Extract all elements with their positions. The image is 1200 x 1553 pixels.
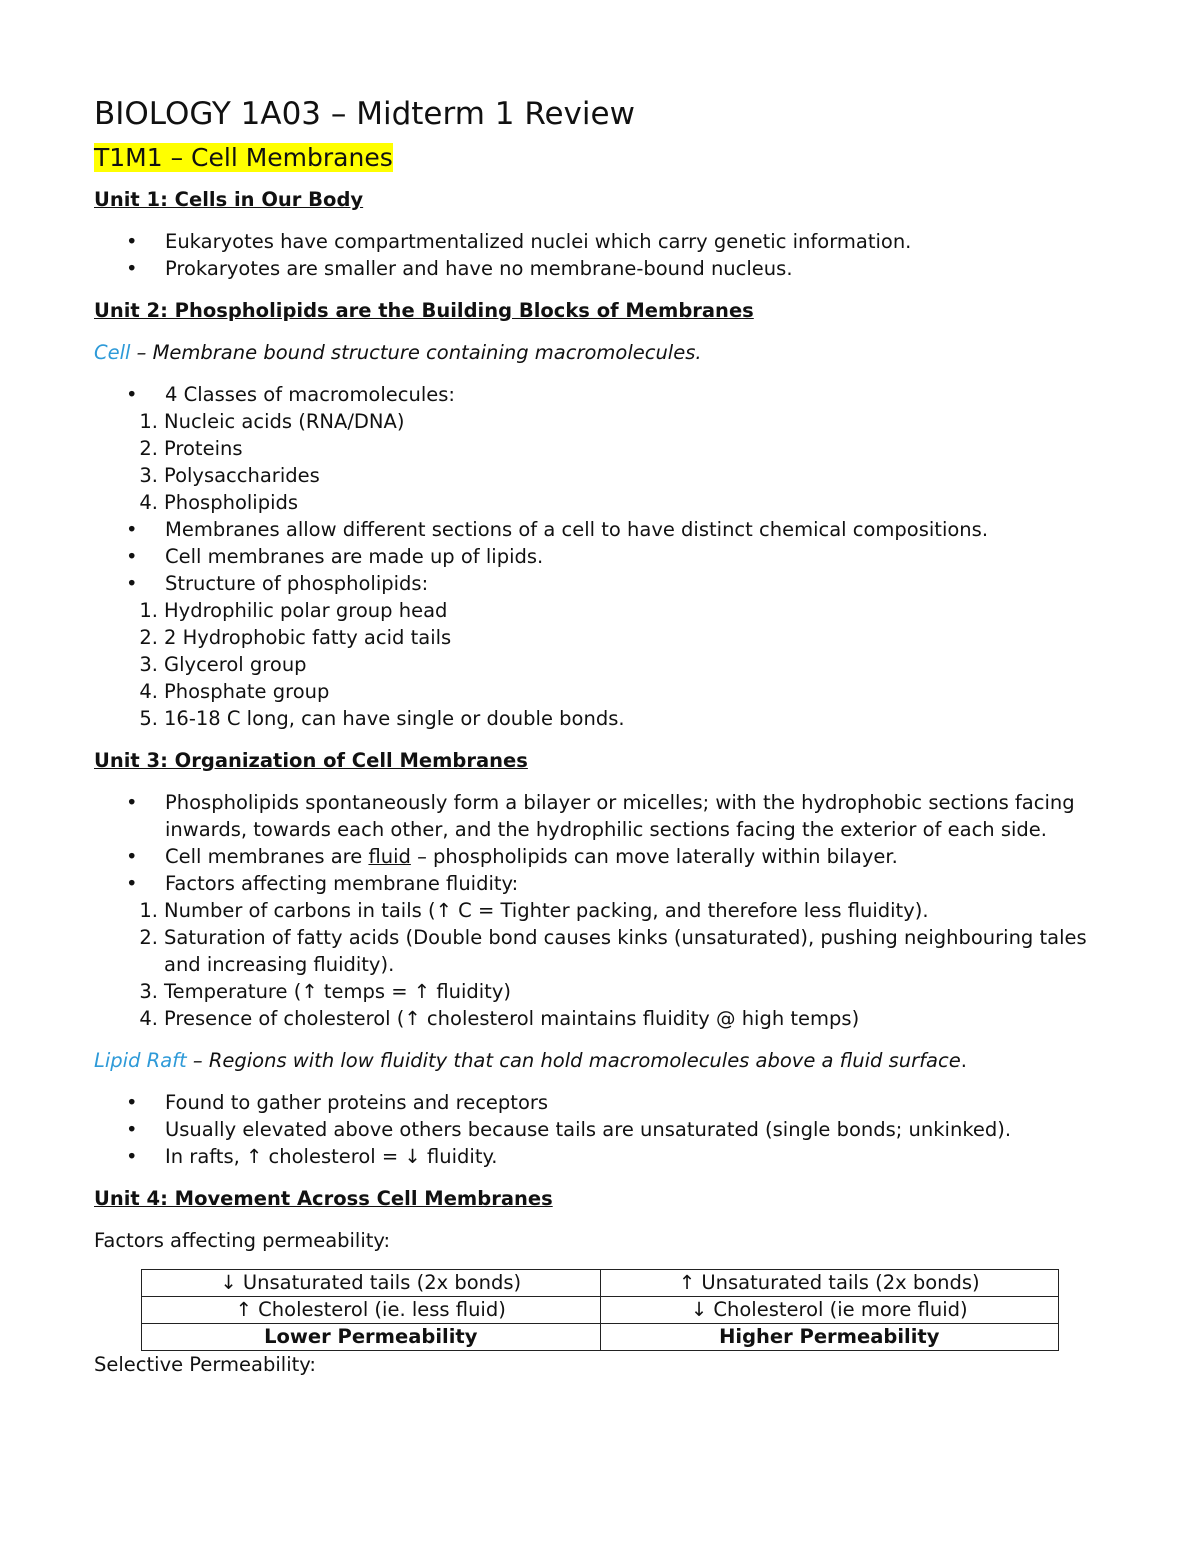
list-item: • In rafts, ↑ cholesterol = ↓ fluidity.: [94, 1143, 1104, 1170]
definition-term: Cell: [94, 341, 131, 364]
nested-list-container: [94, 408, 1104, 516]
list-item: • Structure of phospholipids:: [94, 570, 1104, 597]
table-cell: ↑ Unsaturated tails (2x bonds): [600, 1270, 1059, 1297]
list-item: 1. Number of carbons in tails (↑ C = Tighter packing, and therefore less fluidity).: [139, 899, 929, 922]
list-item: 1. Nucleic acids (RNA/DNA): [139, 410, 405, 433]
definition-body: – Regions with low fluidity that can hold macromolecules above a fluid surface: [186, 1049, 961, 1072]
list-item: 2. Saturation of fatty acids (Double bond causes kinks (unsaturated), pushing neighbouring tales and increasing fluidity).: [139, 926, 1087, 976]
underlined-term: fluid: [368, 845, 411, 868]
topic-highlight: T1M1 – Cell Membranes: [94, 143, 393, 172]
table-cell: ↑ Cholesterol (ie. less fluid): [142, 1297, 601, 1324]
list-item: • Eukaryotes have compartmentalized nuclei which carry genetic information.: [94, 228, 1104, 255]
definition-term: Lipid Raft: [94, 1049, 187, 1072]
unit3-heading: Unit 3: Organization of Cell Membranes: [94, 749, 528, 772]
list-item: 2. 2 Hydrophobic fatty acid tails: [139, 626, 452, 649]
list-item: • Cell membranes are fluid – phospholipids can move laterally within bilayer.: [94, 843, 1104, 870]
list-item: 4. Presence of cholesterol (↑ cholesterol maintains fluidity @ high temps): [139, 1007, 860, 1030]
definition-body: – Membrane bound structure containing macromolecules.: [130, 341, 702, 364]
phospholipid-structure-list: [94, 597, 1104, 732]
cell-definition: [94, 339, 1104, 366]
list-item: 4. Phospholipids: [139, 491, 299, 514]
table-row: [142, 1270, 1059, 1297]
unit4-heading: Unit 4: Movement Across Cell Membranes: [94, 1187, 553, 1210]
selective-permeability-label: Selective Permeability:: [94, 1353, 316, 1376]
list-item: 4. Phosphate group: [139, 680, 330, 703]
list-item: • Factors affecting membrane fluidity:: [94, 870, 1104, 897]
nested-list-container: [94, 597, 1104, 732]
permeability-table: [141, 1269, 1059, 1351]
unit2-bullets: [94, 381, 1104, 732]
lipid-raft-definition: Lipid Raft – Regions with low fluidity that can hold macromolecules above a fluid surface.: [94, 1049, 967, 1072]
list-item: 2. Proteins: [139, 437, 243, 460]
list-item: 3. Temperature (↑ temps = ↑ fluidity): [139, 980, 511, 1003]
unit1-heading: Unit 1: Cells in Our Body: [94, 188, 364, 211]
table-row: [142, 1324, 1059, 1351]
list-item: • Cell membranes are made up of lipids.: [94, 543, 1104, 570]
list-item: • Usually elevated above others because tails are unsaturated (single bonds; unkinked).: [94, 1116, 1104, 1143]
list-item: • Phospholipids spontaneously form a bilayer or micelles; with the hydrophobic sections facing inwards, towards each other, and the hydrophilic sections facing the exterior of each side.: [94, 789, 1104, 843]
table-cell: Lower Permeability: [142, 1324, 601, 1351]
lipid-raft-bullets: [94, 1089, 1104, 1170]
list-item: 1. Hydrophilic polar group head: [139, 599, 448, 622]
topic-heading: [94, 142, 1104, 174]
list-item: 3. Polysaccharides: [139, 464, 320, 487]
table-cell: Higher Permeability: [600, 1324, 1059, 1351]
list-item: • Found to gather proteins and receptors: [94, 1089, 1104, 1116]
permeability-intro: Factors affecting permeability:: [94, 1229, 391, 1252]
document-title: BIOLOGY 1A03 – Midterm 1 Review: [94, 96, 635, 132]
unit2-heading: Unit 2: Phospholipids are the Building Blocks of Membranes: [94, 299, 754, 322]
list-item: • Membranes allow different sections of a cell to have distinct chemical compositions.: [94, 516, 1104, 543]
list-item: 5. 16-18 C long, can have single or double bonds.: [139, 707, 625, 730]
list-item: 3. Glycerol group: [139, 653, 307, 676]
table-cell: ↓ Unsaturated tails (2x bonds): [142, 1270, 601, 1297]
unit1-bullets: [94, 228, 1104, 282]
document-page: [94, 92, 1104, 1378]
unit3-bullets: [94, 789, 1104, 1032]
macromolecules-list: [94, 408, 1104, 516]
table-row: [142, 1297, 1059, 1324]
list-item: • 4 Classes of macromolecules:: [94, 381, 1104, 408]
table-cell: ↓ Cholesterol (ie more fluid): [600, 1297, 1059, 1324]
nested-list-container: [94, 897, 1104, 1032]
fluidity-factors-list: [94, 897, 1104, 1032]
list-item: • Prokaryotes are smaller and have no membrane-bound nucleus.: [94, 255, 1104, 282]
